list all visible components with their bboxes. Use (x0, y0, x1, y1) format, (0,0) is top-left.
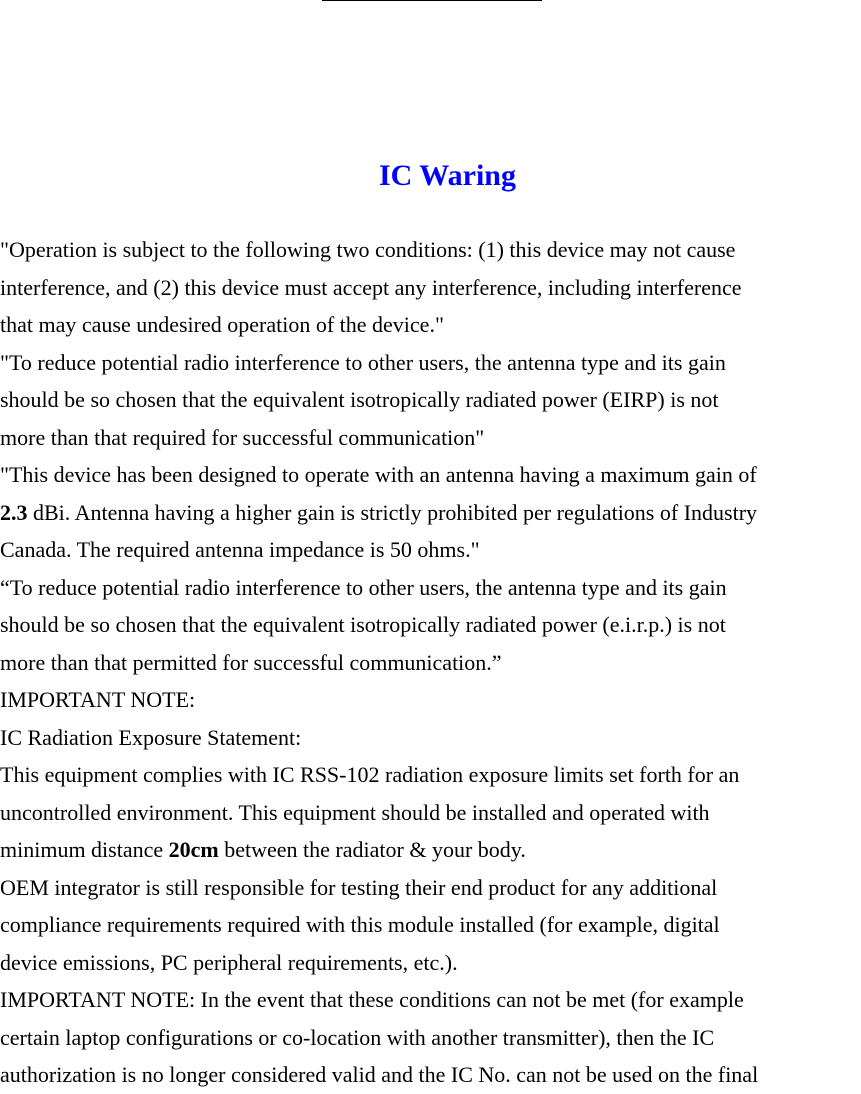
text-line: IMPORTANT NOTE: In the event that these conditions can not be met (for example (0, 987, 744, 1012)
text-line: device emissions, PC peripheral requirements, etc.). (0, 949, 458, 975)
text-segment: dBi. Antenna having a higher gain is strictly prohibited per regulations of Industry (27, 499, 758, 525)
text-line: OEM integrator is still responsible for testing their end product for any additional (0, 874, 718, 900)
text-line: more than that permitted for successful communication.” (0, 649, 502, 675)
text-line: IC Radiation Exposure Statement: (0, 724, 302, 750)
top-rule (322, 0, 542, 1)
text-line: "This device has been designed to operate with an antenna having a maximum gain of (0, 462, 757, 487)
minimum-distance-value: 20cm (168, 837, 219, 862)
text-line: more than that required for successful communication" (0, 424, 485, 450)
text-line: that may cause undesired operation of the device." (0, 312, 444, 337)
antenna-gain-value: 2.3 (0, 499, 28, 525)
text-line: "To reduce potential radio interference to other users, the antenna type and its gain (0, 349, 726, 375)
text-line: IMPORTANT NOTE: (0, 687, 196, 712)
text-line: "Operation is subject to the following two conditions: (1) this device may not cause (0, 237, 736, 262)
text-line: should be so chosen that the equivalent isotropically radiated power (EIRP) is not (0, 387, 719, 412)
text-line (0, 494, 861, 532)
text-line: Canada. The required antenna impedance is 50 ohms." (0, 537, 480, 562)
document-body (0, 231, 861, 1094)
text-line: interference, and (2) this device must accept any interference, including interference (0, 274, 742, 300)
text-segment: between the radiator & your body. (218, 837, 526, 862)
text-line: This equipment complies with IC RSS-102 radiation exposure limits set forth for an (0, 762, 740, 787)
text-line: compliance requirements required with this module installed (for example, digital (0, 912, 720, 937)
text-line: “To reduce potential radio interference to other users, the antenna type and its gain (0, 574, 727, 600)
text-segment: minimum distance (0, 837, 169, 862)
text-line: certain laptop configurations or co-location with another transmitter), then the IC (0, 1024, 715, 1050)
text-line: uncontrolled environment. This equipment should be installed and operated with (0, 799, 710, 825)
text-line (0, 831, 861, 869)
text-line: authorization is no longer considered valid and the IC No. can not be used on the final (0, 1062, 759, 1087)
page-title: IC Waring (379, 159, 516, 192)
text-line: should be so chosen that the equivalent isotropically radiated power (e.i.r.p.) is not (0, 612, 726, 637)
